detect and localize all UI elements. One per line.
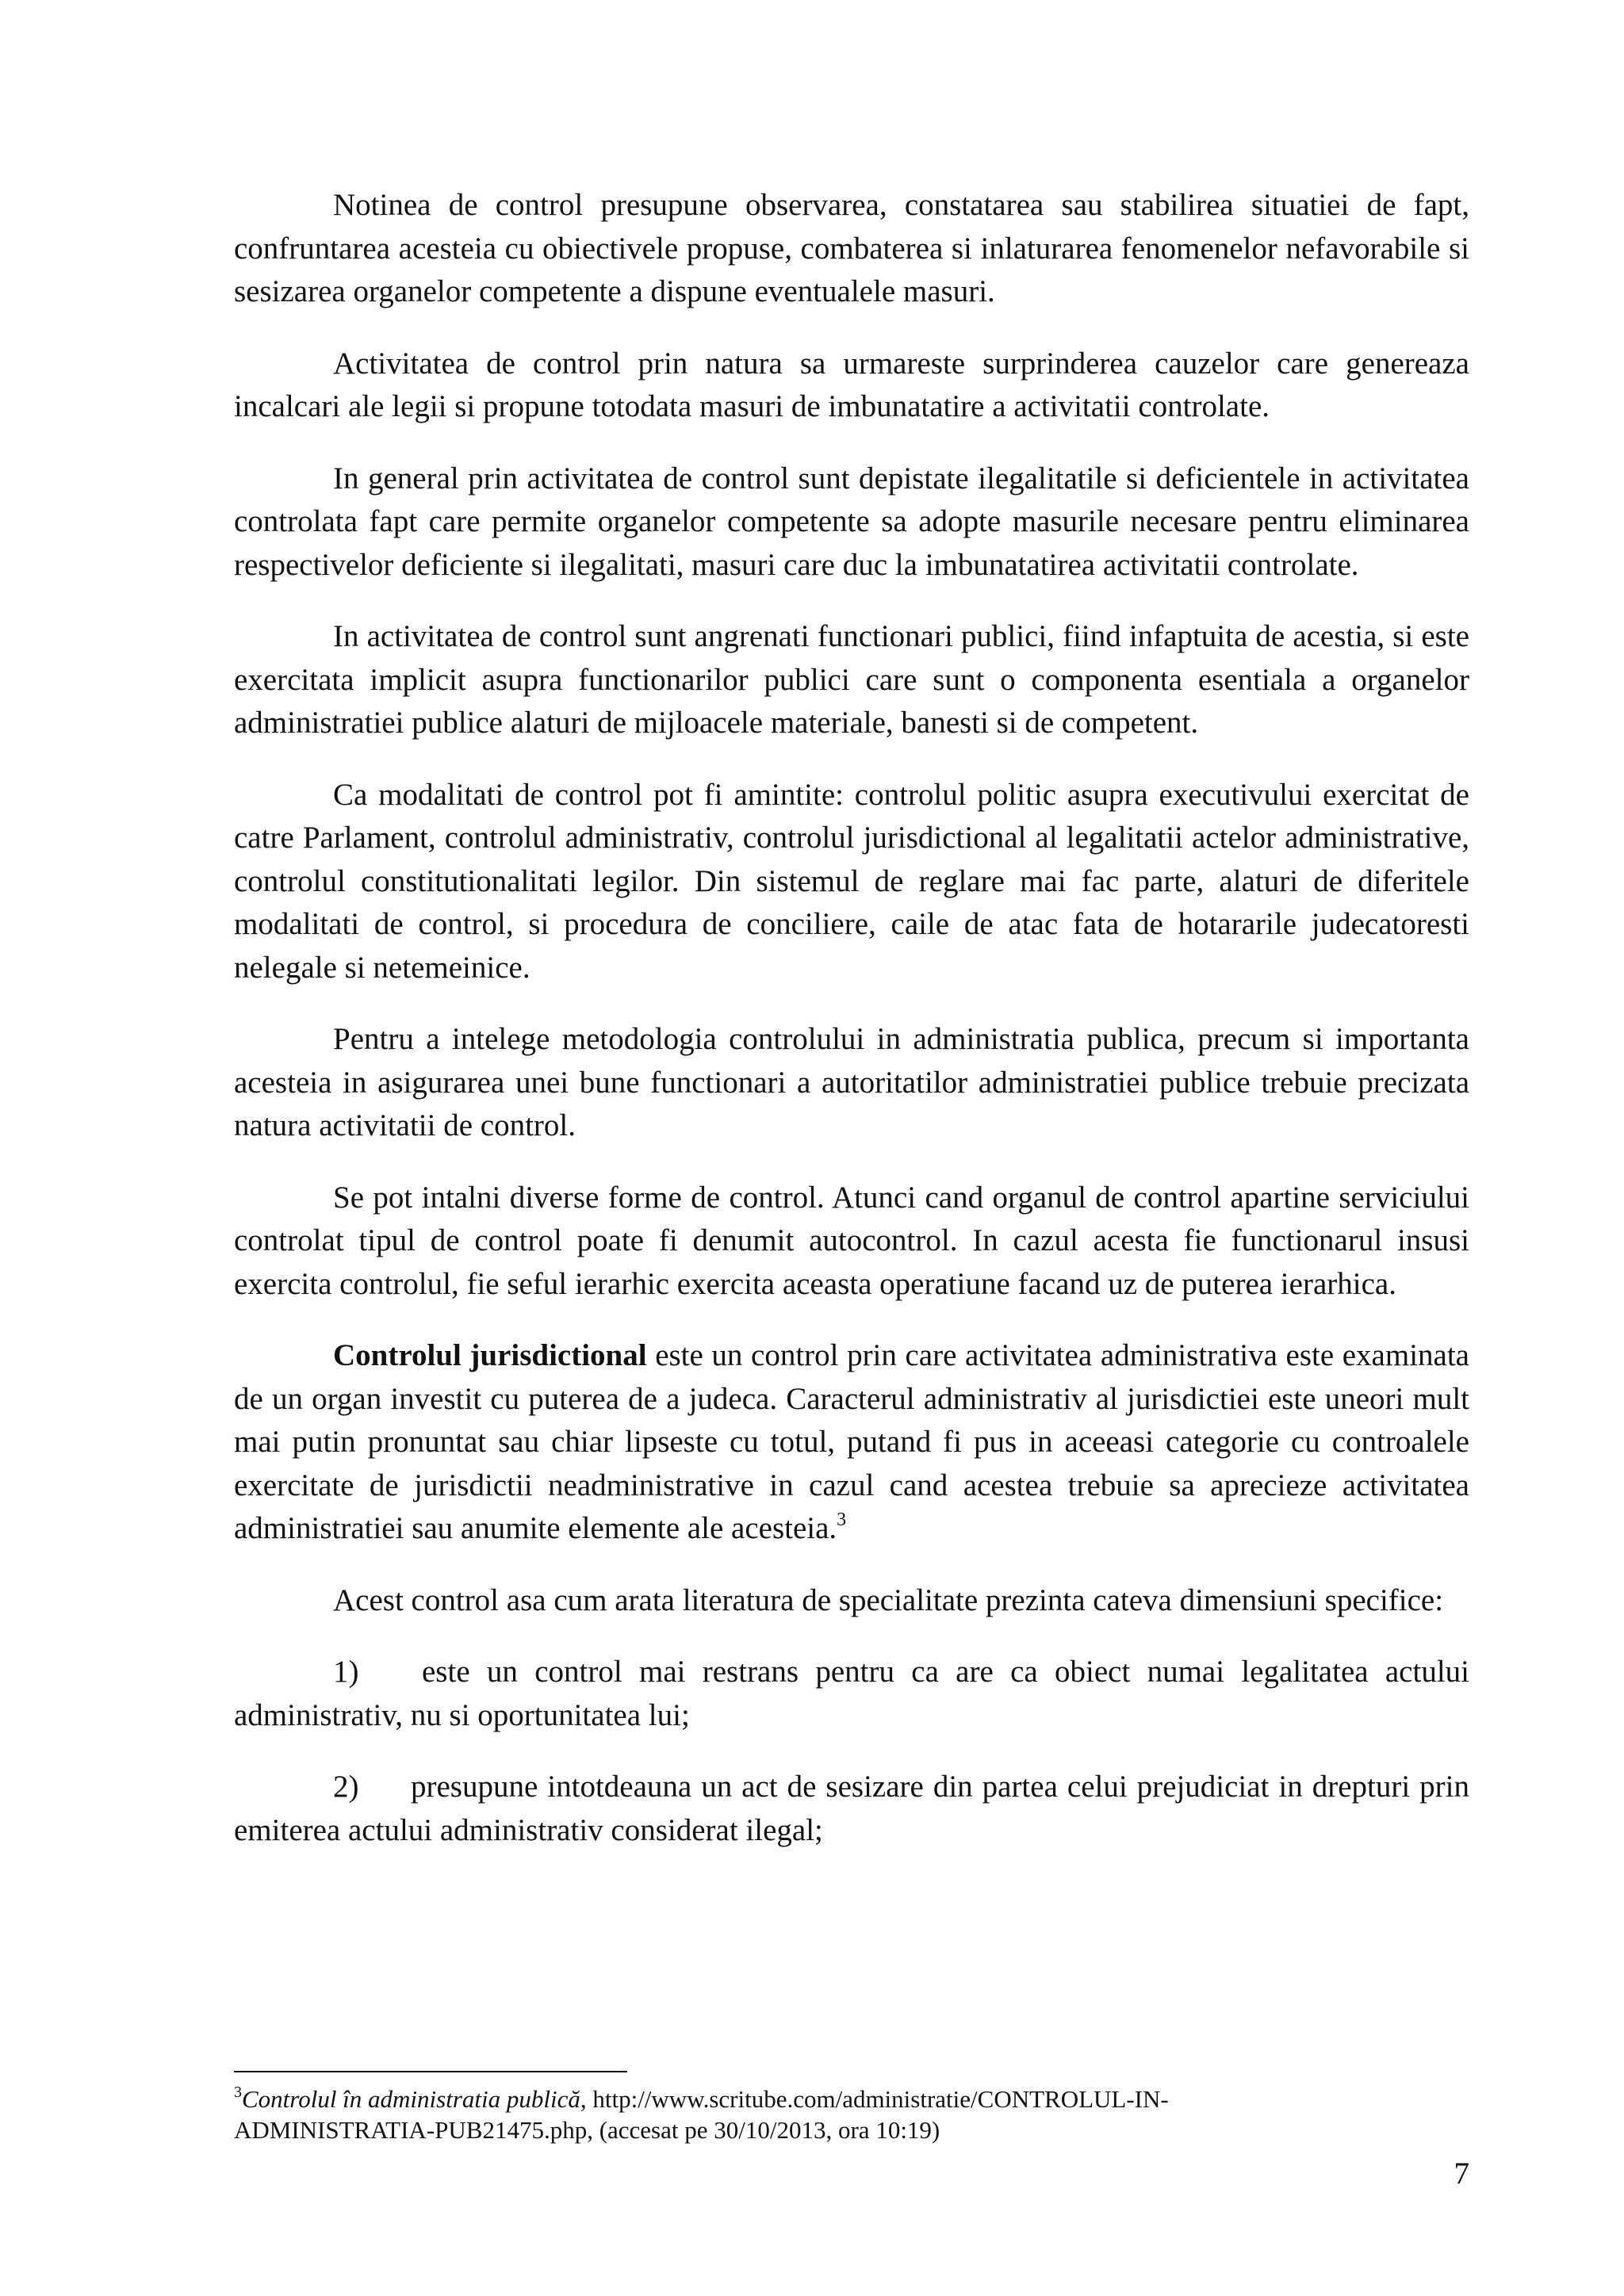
paragraph-control-notion: Notinea de control presupune observarea, constatarea sau stabilirea situatiei de fapt, confruntarea acesteia cu obiectivele propuse, combaterea si inlaturarea fenomenelor nefavorabile si sesizarea organelor competente a dispune eventualele masuri. — [234, 188, 1469, 308]
footnote-line-2: ADMINISTRATIA-PUB21475.php, (accesat pe 30/10/2013, ora 10:19) — [234, 2116, 940, 2144]
jurisdictional-term: Controlul jurisdictional — [333, 1338, 647, 1372]
footnote — [234, 2084, 1469, 2145]
paragraph-control-officials: In activitatea de control sunt angrenati functionari publici, fiind infaptuita de acestia, si este exercitata implicit asupra functionarilor publici care sunt o componenta esentiala a organelor administratiei publice alaturi de mijloacele materiale, banesti si de competent. — [234, 619, 1469, 740]
list-item — [234, 1766, 1469, 1852]
paragraph-control-nature: Activitatea de control prin natura sa urmareste surprinderea cauzelor care genereaza incalcari ale legii si propune totodata masuri de imbunatatire a activitatii controlate. — [234, 346, 1469, 423]
body-text — [234, 184, 1469, 1881]
paragraph-list-intro: Acest control asa cum arata literatura de specialitate prezinta cateva dimensiuni specifice: — [333, 1582, 1444, 1617]
footnote-line-1 — [234, 2084, 1469, 2114]
footnote-url-start: , http://www.scritube.com/administratie/CONTROLUL-IN- — [580, 2085, 1169, 2113]
list-item-text: este un control mai restrans pentru ca are ca obiect numai legalitatea actului administrativ, nu si oportunitatea lui; — [234, 1655, 1469, 1732]
footnote-separator — [234, 2071, 627, 2072]
list-item-number: 2) — [333, 1770, 359, 1804]
paragraph-control-methodology: Pentru a intelege metodologia controlului in administratia publica, precum si importanta acesteia in asigurarea unei bune functionari a autoritatilor administratiei publice trebuie precizata natura activitatii de control. — [234, 1022, 1469, 1142]
list-item-text: presupune intotdeauna un act de sesizare din partea celui prejudiciat in drepturi prin emiterea actului administrativ considerat ilegal; — [234, 1770, 1469, 1847]
footnote-title: Controlul în administratia publică — [242, 2085, 580, 2113]
list-item — [234, 1651, 1469, 1737]
list-item-number: 1) — [333, 1655, 359, 1689]
jurisdictional-text: este un control prin care activitatea administrativa este examinata de un organ investit cu puterea de a judeca. Caracterul administrativ al jurisdictiei este uneori mult mai putin pronuntat sau chiar lipseste cu totul, putand fi pus in aceeasi categorie cu controalele exercitate de jurisdictii neadministrative in cazul cand acestea trebuie sa aprecieze activitatea administratiei sau anumite elemente ale acesteia. — [234, 1338, 1469, 1545]
page-number: 7 — [1454, 2156, 1469, 2191]
paragraph-control-general: In general prin activitatea de control sunt depistate ilegalitatile si deficientele in activitatea controlata fapt care permite organelor competente sa adopte masurile necesare pentru eliminarea respectivelor deficiente si ilegalitati, masuri care duc la imbunatatirea activitatii controlate. — [234, 461, 1469, 582]
footnote-mark: 3 — [234, 2084, 242, 2101]
paragraph-control-modalities: Ca modalitati de control pot fi amintite: controlul politic asupra executivului exercitat de catre Parlament, controlul administrativ, controlul jurisdictional al legalitatii actelor administrative, controlul constitutionalitati legilor. Din sistemul de reglare mai fac parte, alaturi de diferitele modalitati de control, si procedura de conciliere, caile de atac fata de hotararile judecatoresti nelegale si netemeinice. — [234, 777, 1469, 985]
paragraph-jurisdictional-control — [234, 1334, 1469, 1551]
footnote-reference[interactable]: 3 — [837, 1510, 847, 1530]
paragraph-control-forms: Se pot intalni diverse forme de control. Atunci cand organul de control apartine serviciului controlat tipul de control poate fi denumit autocontrol. In cazul acesta fie functionarul insusi exercita controlul, fie seful ierarhic exercita aceasta operatiune facand uz de puterea ierarhica. — [234, 1180, 1469, 1301]
